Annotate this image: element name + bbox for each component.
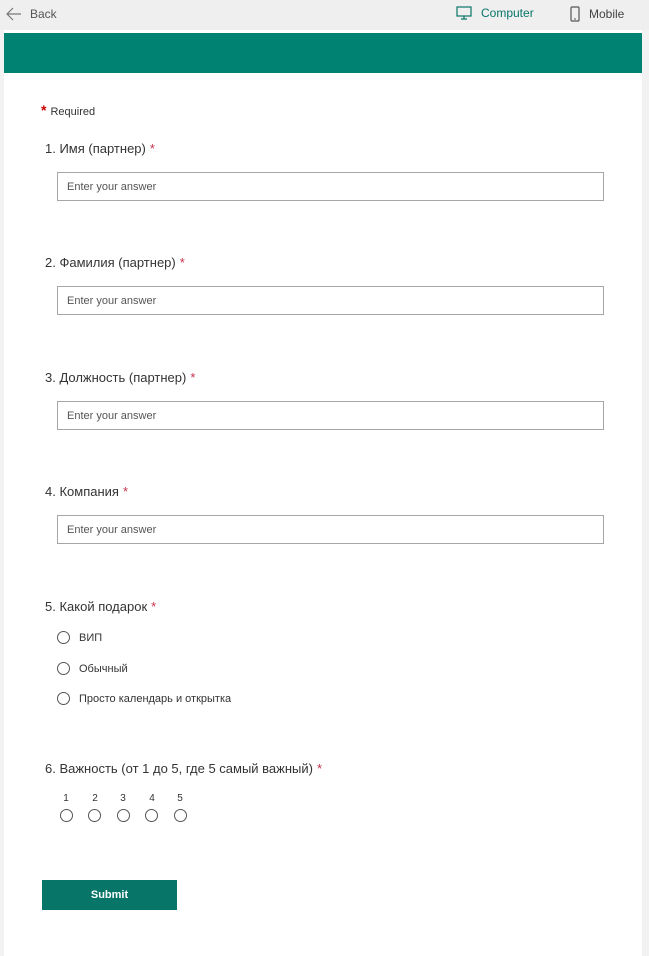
computer-label: Computer bbox=[481, 6, 534, 20]
required-star: * bbox=[151, 599, 157, 614]
monitor-icon bbox=[456, 6, 472, 20]
arrow-left-icon bbox=[6, 7, 22, 21]
phone-icon bbox=[570, 6, 580, 22]
required-star: * bbox=[190, 370, 196, 385]
rating-radio-1[interactable] bbox=[60, 809, 73, 822]
submit-button[interactable]: Submit bbox=[42, 880, 177, 910]
rating-label-4: 4 bbox=[149, 793, 155, 804]
gift-option-calendar[interactable]: Просто календарь и открытка bbox=[57, 692, 231, 705]
rating-radio-5[interactable] bbox=[174, 809, 187, 822]
required-star: * bbox=[41, 102, 47, 118]
rating-label-1: 1 bbox=[63, 793, 69, 804]
question-1-title: 1. Имя (партнер) * bbox=[45, 141, 155, 156]
rating-radio-3[interactable] bbox=[117, 809, 130, 822]
form-header-band bbox=[4, 33, 642, 73]
radio-button[interactable] bbox=[57, 662, 70, 675]
required-star: * bbox=[149, 141, 155, 156]
gift-option-regular[interactable]: Обычный bbox=[57, 662, 128, 675]
question-2-title: 2. Фамилия (партнер) * bbox=[45, 255, 185, 270]
question-1-input[interactable] bbox=[57, 172, 604, 201]
required-star: * bbox=[316, 761, 323, 776]
view-mobile-button[interactable] bbox=[570, 6, 624, 22]
back-button[interactable] bbox=[6, 7, 57, 21]
required-note bbox=[41, 102, 95, 118]
rating-label-3: 3 bbox=[120, 793, 126, 804]
view-computer-button[interactable] bbox=[456, 6, 534, 20]
question-4-input[interactable] bbox=[57, 515, 604, 544]
rating-radio-4[interactable] bbox=[145, 809, 158, 822]
rating-radio-2[interactable] bbox=[88, 809, 101, 822]
required-star: * bbox=[122, 484, 129, 499]
radio-button[interactable] bbox=[57, 631, 70, 644]
required-note-text: Required bbox=[50, 106, 96, 118]
rating-label-5: 5 bbox=[177, 793, 183, 804]
question-5-title: 5. Какой подарок * bbox=[45, 599, 157, 614]
question-2-input[interactable] bbox=[57, 286, 604, 315]
form-card bbox=[4, 30, 642, 956]
required-star: * bbox=[179, 255, 185, 270]
question-3-title: 3. Должность (партнер) * bbox=[45, 370, 196, 385]
question-6-title: 6. Важность (от 1 до 5, где 5 самый важный) * bbox=[45, 761, 323, 776]
question-4-title: 4. Компания * bbox=[45, 484, 129, 499]
top-bar bbox=[0, 0, 649, 30]
back-label: Back bbox=[30, 7, 57, 21]
mobile-label: Mobile bbox=[589, 7, 625, 21]
radio-button[interactable] bbox=[57, 692, 70, 705]
rating-label-2: 2 bbox=[92, 793, 98, 804]
question-3-input[interactable] bbox=[57, 401, 604, 430]
gift-option-vip[interactable]: ВИП bbox=[57, 631, 102, 644]
